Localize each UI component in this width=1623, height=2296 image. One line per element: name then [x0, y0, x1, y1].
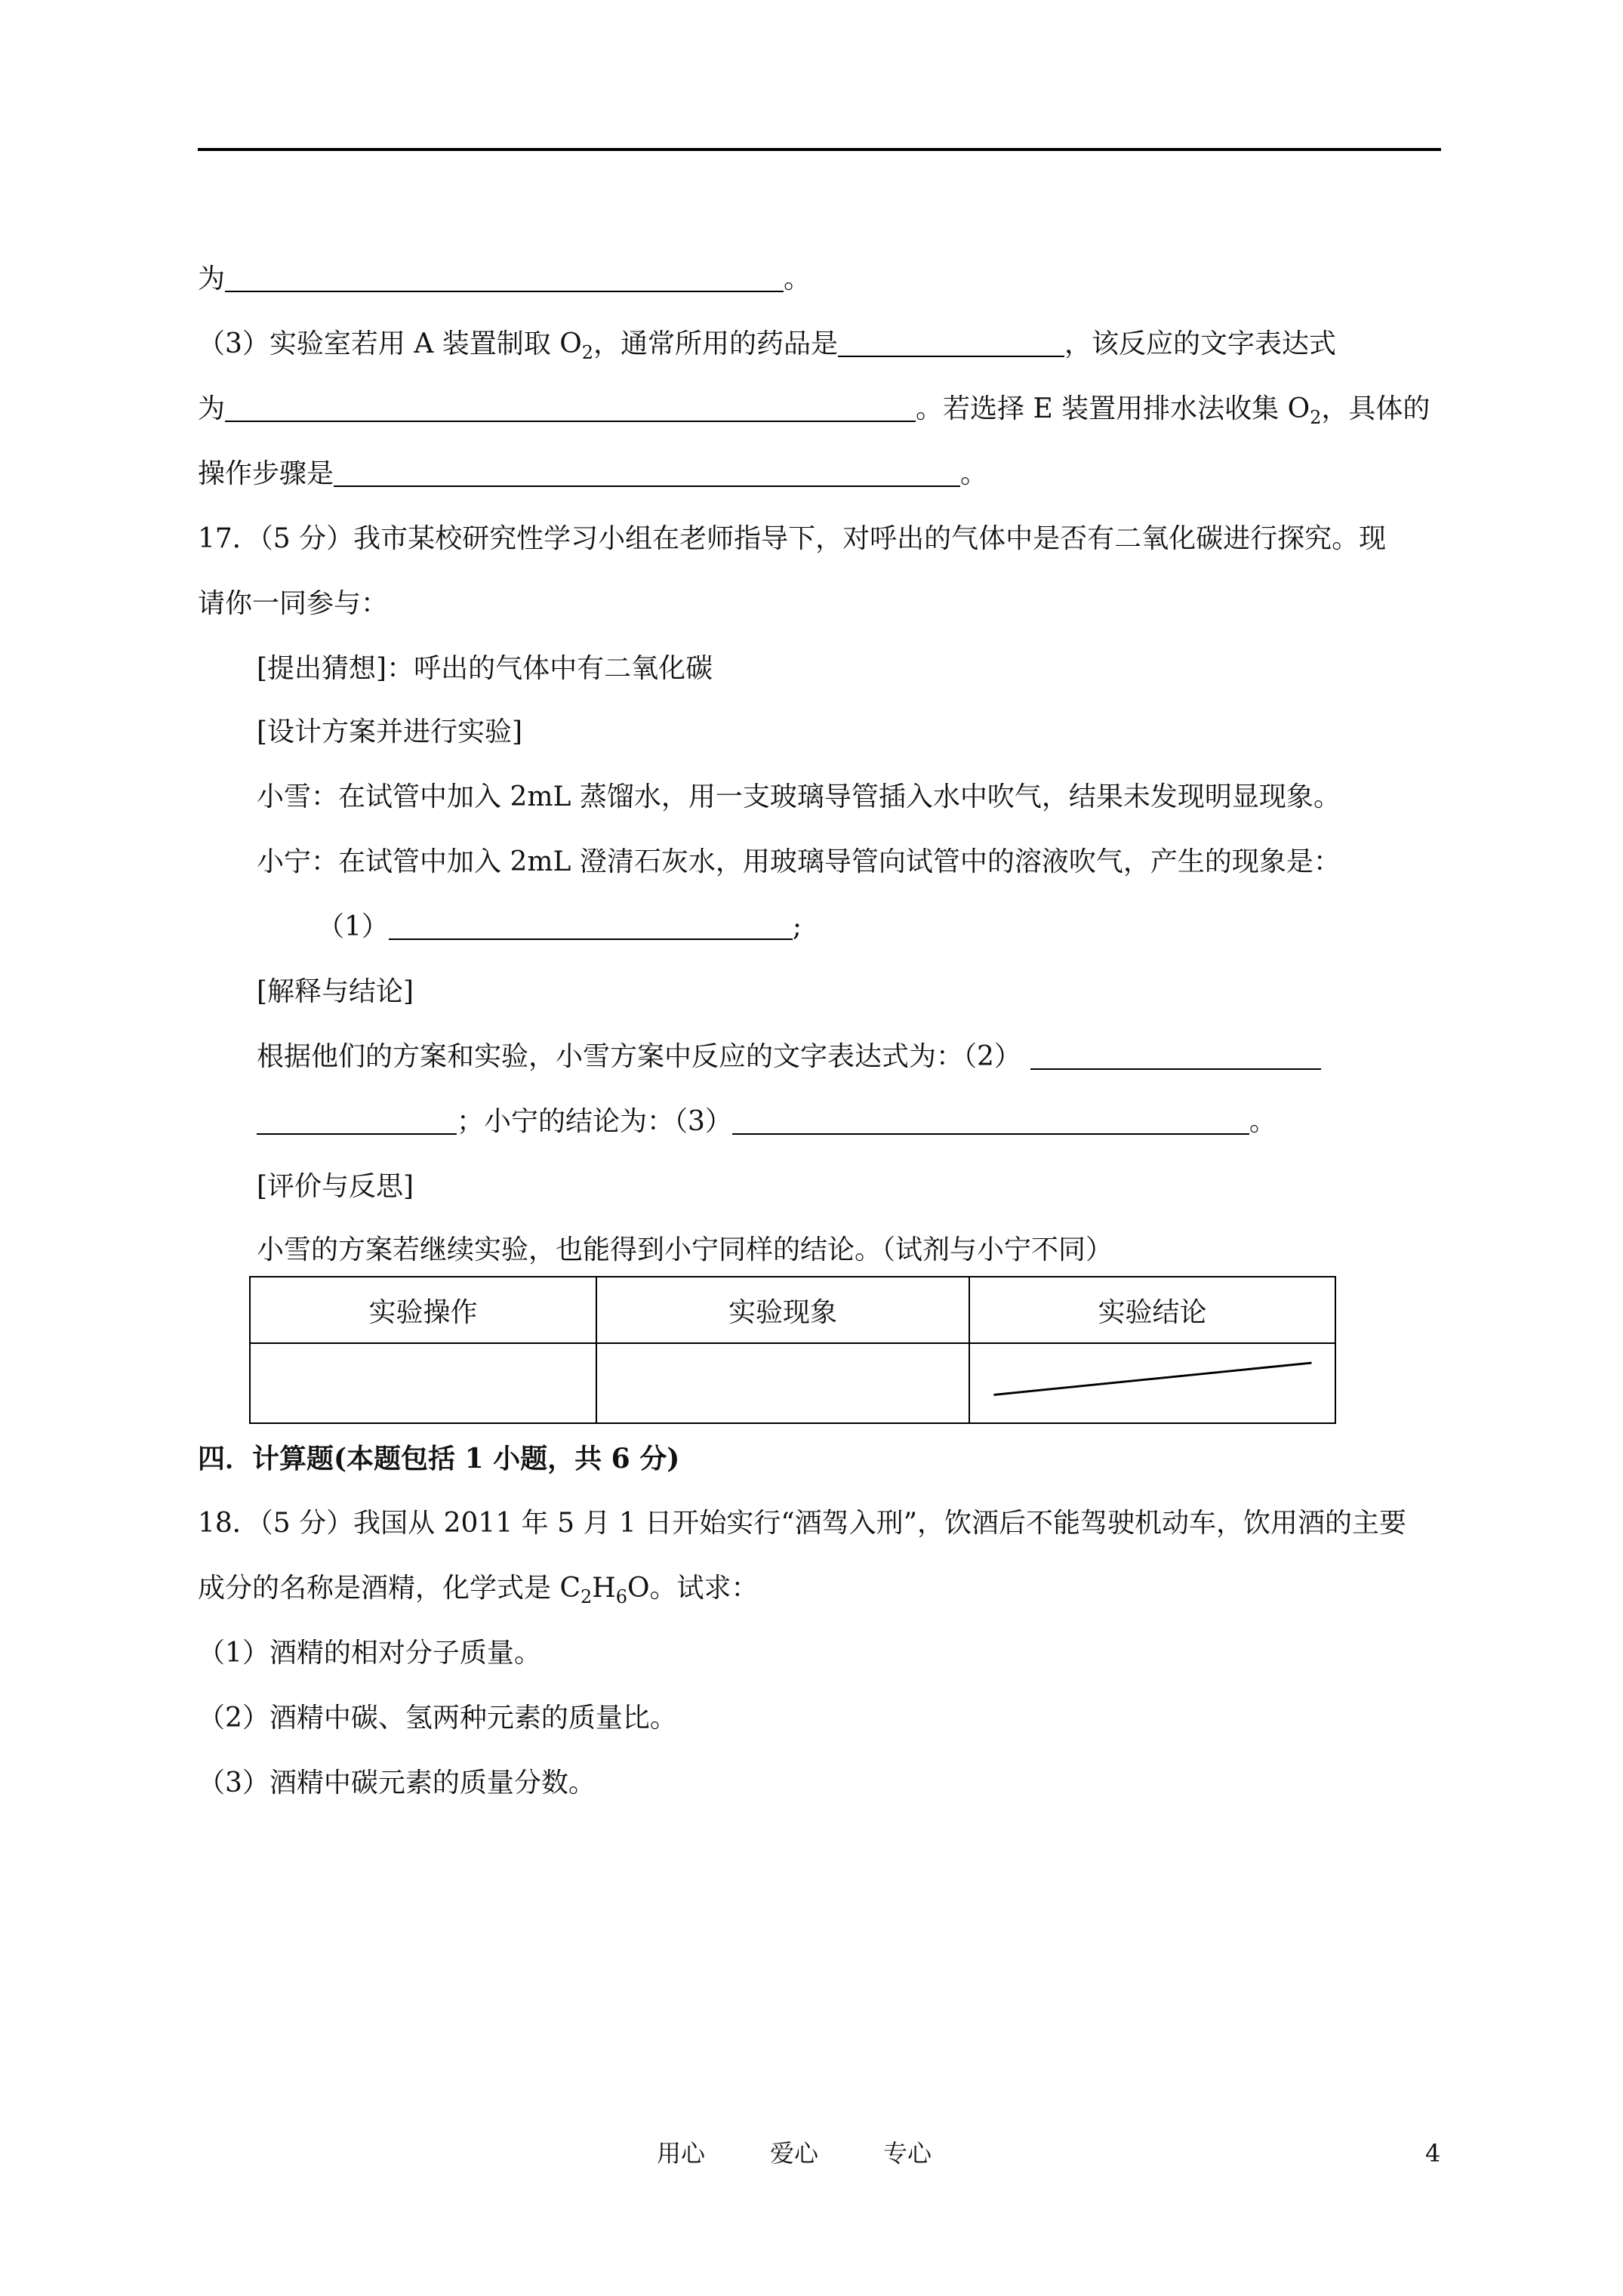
q16-sub3 [198, 326, 1336, 362]
q17-header-cont: 请你一同参与： [198, 588, 389, 619]
text: 根据他们的方案和实验，小雪方案中反应的文字表达式为：（2） [257, 1041, 1021, 1072]
answer-blank[interactable] [334, 458, 960, 487]
table-header-row [250, 1277, 1335, 1343]
q17-evaluate: [评价与反思] [257, 1171, 414, 1202]
text: ，具体的 [1321, 393, 1431, 424]
table-row [250, 1343, 1335, 1423]
text: H [592, 1573, 616, 1604]
q17-hypothesis: [提出猜想]：呼出的气体中有二氧化碳 [257, 653, 713, 684]
text: 。 [784, 264, 812, 294]
text: 。 [960, 458, 988, 489]
text: 。若选择 E 装置用排水法收集 O [916, 393, 1310, 424]
text: O。试求： [627, 1573, 759, 1604]
text: 成分的名称是酒精，化学式是 C [198, 1573, 581, 1604]
table-header-cell: 实验现象 [596, 1277, 969, 1343]
text: ，通常所用的药品是 [593, 328, 839, 359]
footer-motto-1: 用心 [657, 2139, 706, 2168]
text: 为 [198, 264, 226, 294]
q18-item2: （2）酒精中碳、氢两种元素的质量比。 [198, 1703, 677, 1734]
q17-conclusion-line2 [257, 1104, 1277, 1140]
answer-blank[interactable] [1030, 1041, 1321, 1070]
q16-line-d [198, 456, 987, 492]
table-cell-operation[interactable] [250, 1343, 596, 1423]
q18-item3: （3）酒精中碳元素的质量分数。 [198, 1767, 596, 1798]
q17-design: [设计方案并进行实验] [257, 717, 523, 747]
page-number: 4 [1425, 2139, 1441, 2168]
subscript: 6 [615, 1586, 627, 1607]
text: 操作步骤是 [198, 458, 334, 489]
text: 。 [1249, 1106, 1277, 1137]
crossed-out-line [970, 1344, 1335, 1422]
q17-explain: [解释与结论] [257, 976, 414, 1007]
table-header-cell: 实验结论 [969, 1277, 1335, 1343]
text: ；小宁的结论为：（3） [457, 1106, 732, 1137]
q17-continue: 小雪的方案若继续实验，也能得到小宁同样的结论。（试剂与小宁不同） [257, 1234, 1113, 1265]
table-cell-phenomenon[interactable] [596, 1343, 969, 1423]
text: （3）实验室若用 A 装置制取 O [198, 328, 582, 359]
section4-title: 四．计算题(本题包括 1 小题，共 6 分) [198, 1443, 680, 1475]
text: ; [792, 911, 802, 942]
q17-conclusion-line [257, 1039, 1321, 1075]
text: ，该反应的文字表达式 [1064, 328, 1337, 359]
q17-header: 17．（5 分）我市某校研究性学习小组在老师指导下，对呼出的气体中是否有二氧化碳进行探究。现 [198, 523, 1387, 554]
answer-blank[interactable] [389, 911, 793, 940]
q17-blank1-line [317, 909, 802, 945]
experiment-table [249, 1276, 1336, 1424]
q16-line-a [198, 261, 811, 297]
footer-motto-2: 爱心 [770, 2139, 819, 2168]
q18-item1: （1）酒精的相对分子质量。 [198, 1638, 541, 1669]
subscript: 2 [581, 342, 594, 363]
answer-blank[interactable] [838, 328, 1064, 357]
answer-blank[interactable] [257, 1106, 457, 1135]
answer-blank[interactable] [225, 264, 784, 292]
q17-xiaoxue: 小雪：在试管中加入 2mL 蒸馏水，用一支玻璃导管插入水中吹气，结果未发现明显现象。 [257, 781, 1341, 812]
answer-blank[interactable] [225, 393, 916, 422]
q16-line-c [198, 391, 1430, 427]
footer-motto-3: 专心 [883, 2139, 932, 2168]
q17-xiaoning: 小宁：在试管中加入 2mL 澄清石灰水，用玻璃导管向试管中的溶液吹气，产生的现象是： [257, 846, 1341, 877]
text: 为 [198, 393, 226, 424]
table-cell-conclusion-crossed [969, 1343, 1335, 1423]
q18-line2 [198, 1570, 758, 1607]
table-header-cell: 实验操作 [250, 1277, 596, 1343]
q18-line1: 18．（5 分）我国从 2011 年 5 月 1 日开始实行“酒驾入刑”，饮酒后不能驾驶机动车，饮用酒的主要 [198, 1508, 1407, 1539]
answer-blank[interactable] [732, 1106, 1249, 1135]
text: （1） [317, 911, 389, 942]
subscript: 2 [1310, 407, 1322, 428]
subscript: 2 [581, 1586, 593, 1607]
header-rule [198, 148, 1441, 151]
